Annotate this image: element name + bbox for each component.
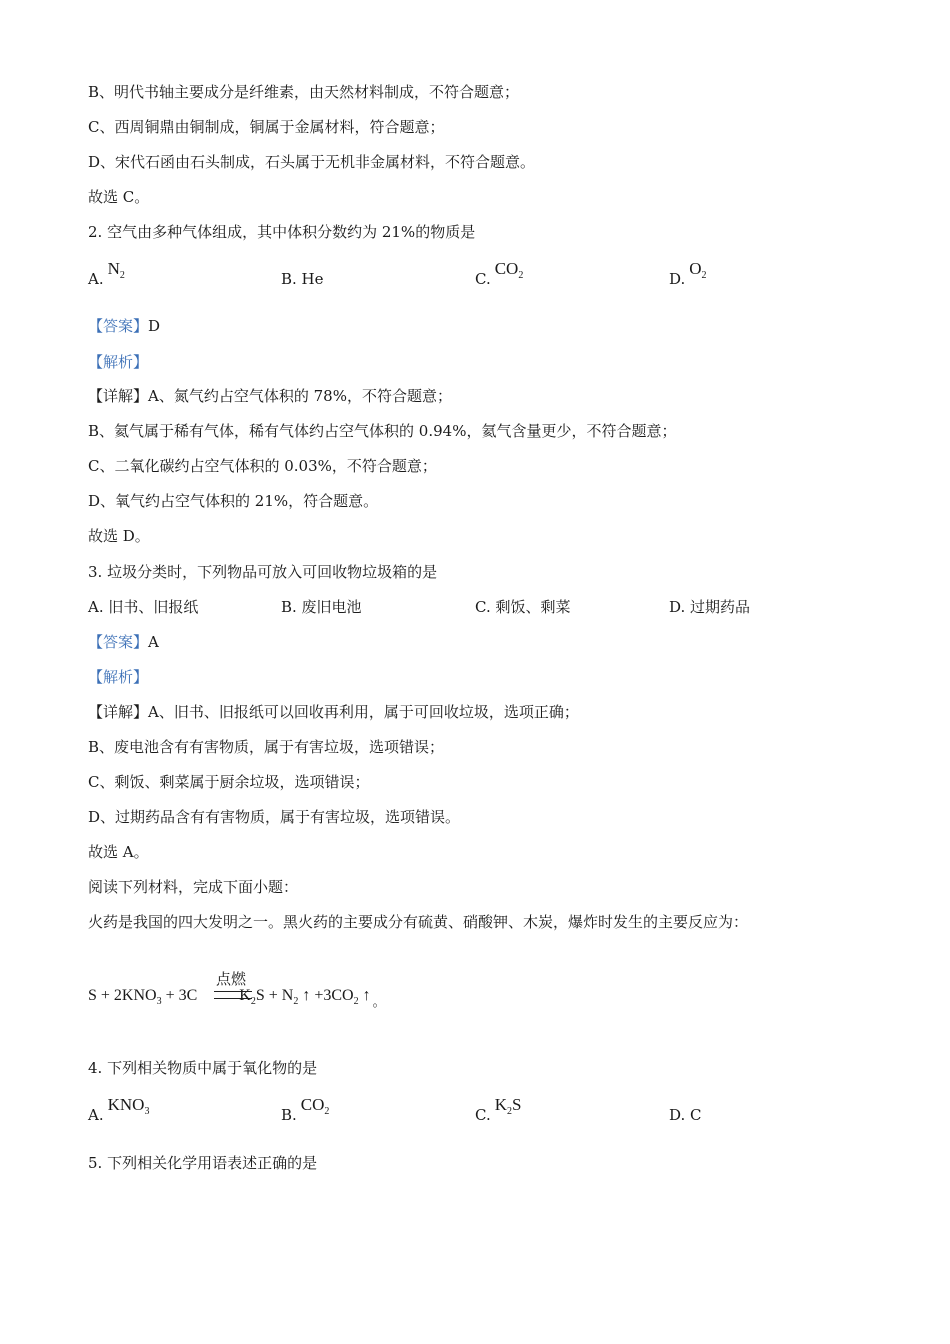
q2-stem: 2. 空气由多种气体组成，其中体积分数约为 21%的物质是 [88, 223, 476, 241]
answer-value: D [148, 317, 161, 335]
q2-option-b: B. He [281, 270, 324, 288]
q3-detail-c: C、剩饭、剩菜属于厨余垃圾，选项错误； [88, 773, 370, 791]
q1-detail-c: C、西周铜鼎由铜制成，铜属于金属材料，符合题意； [88, 118, 445, 136]
q2-answer [88, 315, 160, 337]
reading-intro: 阅读下列材料，完成下面小题： [88, 878, 299, 896]
q3-choice: 故选 A。 [88, 843, 149, 861]
q2-choice: 故选 D。 [88, 527, 150, 545]
answer-value: A [148, 633, 159, 651]
q2-detail-b: B、氦气属于稀有气体，稀有气体约占空气体积的 0.94%，氦气含量更少，不符合题意； [88, 422, 677, 440]
reading-text: 火药是我国的四大发明之一。黑火药的主要成分有硫黄、硝酸钾、木炭，爆炸时发生的主要反应为： [88, 913, 749, 931]
q1-detail-b: B、明代书轴主要成分是纤维素，由天然材料制成，不符合题意； [88, 83, 520, 101]
answer-tag: 【答案】 [88, 317, 149, 335]
q2-detail-d: D、氧气约占空气体积的 21%，符合题意。 [88, 492, 379, 510]
q4-stem: 4. 下列相关物质中属于氧化物的是 [88, 1059, 318, 1077]
q1-choice: 故选 C。 [88, 188, 150, 206]
q3-stem: 3. 垃圾分类时，下列物品可放入可回收物垃圾箱的是 [88, 563, 438, 581]
q4-option-d: D. C [669, 1106, 702, 1124]
q3-detail-d: D、过期药品含有有害物质，属于有害垃圾，选项错误。 [88, 808, 461, 826]
q2-option-d: $D.O_2$ [669, 259, 707, 288]
q3-option-a: A. 旧书、旧报纸 [88, 598, 199, 616]
detail-tag: 【详解】 [88, 387, 149, 405]
q2-detail-c: C、二氧化碳约占空气体积的 0.03%，不符合题意； [88, 457, 437, 475]
answer-tag: 【答案】 [88, 633, 149, 651]
q5-stem: 5. 下列相关化学用语表述正确的是 [88, 1154, 318, 1172]
q3-detail-b: B、废电池含有有害物质，属于有害垃圾，选项错误； [88, 738, 445, 756]
q2-analysis-tag: 【解析】 [88, 353, 149, 371]
q3-option-d: D. 过期药品 [669, 598, 751, 616]
detail-tag: 【详解】 [88, 703, 149, 721]
reaction-condition: 点燃 [216, 970, 247, 988]
q2-detail-a: 【详解】A、氮气约占空气体积的 78%，不符合题意； [88, 387, 452, 405]
q2-option-a: $A.N_2$ [88, 259, 125, 288]
reaction-equation: $S + 2KNO_3 + 3C$ $K_2S + N_2$ ↑ $+3CO_2$ ↑ $_。$ [88, 987, 386, 1009]
q4-option-b: $B.CO_2$ [281, 1095, 330, 1124]
q3-analysis-tag: 【解析】 [88, 668, 149, 686]
q4-option-c: $C.K_2S$ [475, 1095, 522, 1124]
q3-option-b: B. 废旧电池 [281, 598, 362, 616]
q3-answer [88, 631, 159, 653]
q2-option-c: $C.CO_2$ [475, 259, 524, 288]
q1-detail-d: D、宋代石函由石头制成，石头属于无机非金属材料，不符合题意。 [88, 153, 536, 171]
q4-option-a: $A.KNO_3$ [88, 1095, 150, 1124]
q3-detail-a: 【详解】A、旧书、旧报纸可以回收再利用，属于可回收垃圾，选项正确； [88, 703, 579, 721]
q3-option-c: C. 剩饭、剩菜 [475, 598, 571, 616]
